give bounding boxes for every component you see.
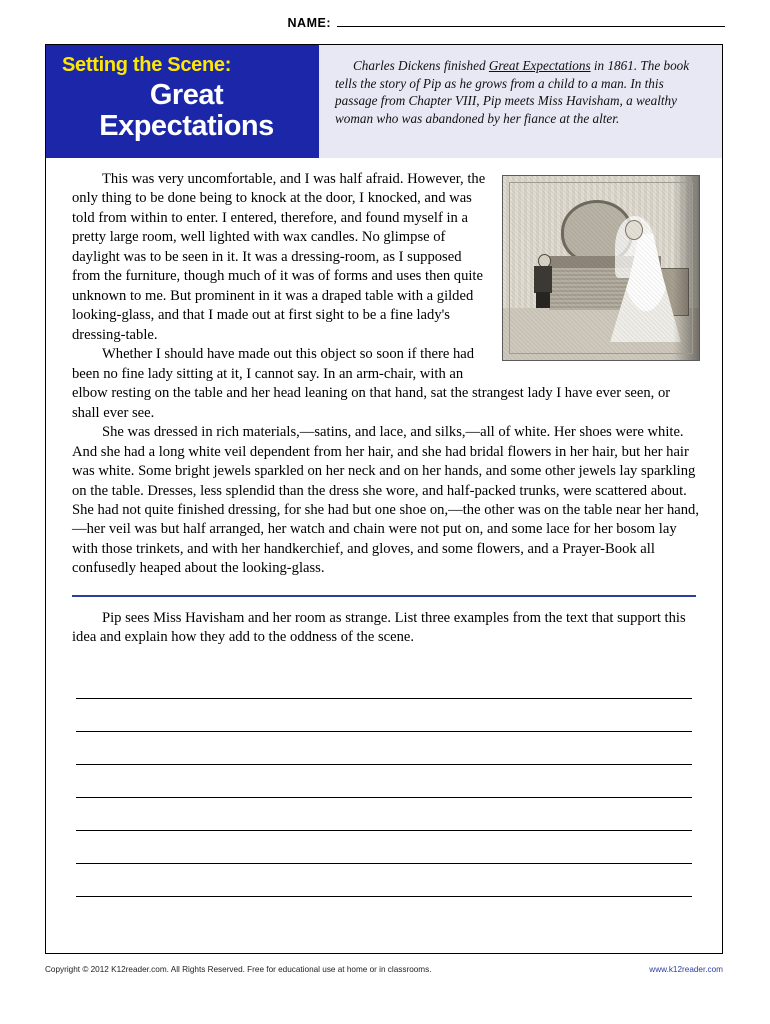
title-line-2: Expectations [99,109,274,142]
scene-illustration [502,175,700,361]
answer-line[interactable] [76,864,692,897]
website-link[interactable]: www.k12reader.com [649,965,723,974]
passage-area [46,158,722,579]
copyright-text: Copyright © 2012 K12reader.com. All Rights Reserved. Free for educational use at home or in classrooms. [45,965,432,974]
name-field-row [0,14,770,30]
title-main [62,80,311,141]
worksheet-header [46,45,722,158]
title-box [46,45,319,158]
passage-paragraph: This was very uncomfortable, and I was half afraid. However, the only thing to be done being to knock at the door, I knocked, and was told from within to enter. I entered, therefore, and found myself in a pretty large room, well lighted with wax candles. No glimpse of daylight was to be seen in it. It was a dressing-room, as I supposed from the furniture, though much of it was of forms and uses then quite unknown to me. But prominent in it was a draped table with a gilded looking-glass, and that I made out at first sight to be a fine lady's dressing-table. [72,171,486,343]
section-divider [72,595,696,597]
answer-lines [76,666,692,897]
question-prompt: Pip sees Miss Havisham and her room as strange. List three examples from the text that support this idea and explain how they add to the oddness of the scene. [72,609,686,646]
name-label: NAME: [287,16,331,30]
name-input-line[interactable] [337,14,725,27]
answer-line[interactable] [76,798,692,831]
passage-paragraph: Whether I should have made out this object so soon if there had been no fine lady sitting at it, I cannot say. In an arm-chair, with an elbow resting on the table and her head leaning on that hand, sat the strangest lady I have ever seen, or shall ever see. [72,346,671,421]
intro-text-pre: Charles Dickens finished [353,58,489,73]
page-footer [45,965,723,974]
answer-line[interactable] [76,699,692,732]
answer-line[interactable] [76,732,692,765]
intro-blurb [319,45,722,158]
answer-line[interactable] [76,765,692,798]
title-line-1: Great [149,79,224,111]
title-kicker: Setting the Scene: [62,54,232,76]
passage-paragraph: She was dressed in rich materials,—satins, and lace, and silks,—all of white. Her shoes were white. And she had a long white veil dependent from her hair, and she had bridal flowers in her hair, but her hair was white. Some bright jewels sparkled on her neck and on her hands, and some other jewels lay sparkling on the table. Dresses, less splendid than the dress she wore, and half-packed trunks, were scattered about. She had not quite finished dressing, for she had but one shoe on,—the other was on the table near her hand,—her veil was but half arranged, her watch and chain were not put on, and some lace for her bosom lay with those trinkets, and with her handkerchief, and gloves, and some flowers, and a Prayer-Book all confusedly heaped about the looking-glass. [72,424,699,577]
answer-line[interactable] [76,666,692,699]
intro-text-post: in 1861. The book tells the story of Pip as he grows from a child to a man. In this passage from Chapter VIII, Pip meets Miss Havisham, a wealthy woman who was abandoned by her fiance at the alter. [335,58,690,126]
worksheet-frame [45,44,723,954]
intro-book-title: Great Expectations [488,58,591,73]
answer-line[interactable] [76,831,692,864]
